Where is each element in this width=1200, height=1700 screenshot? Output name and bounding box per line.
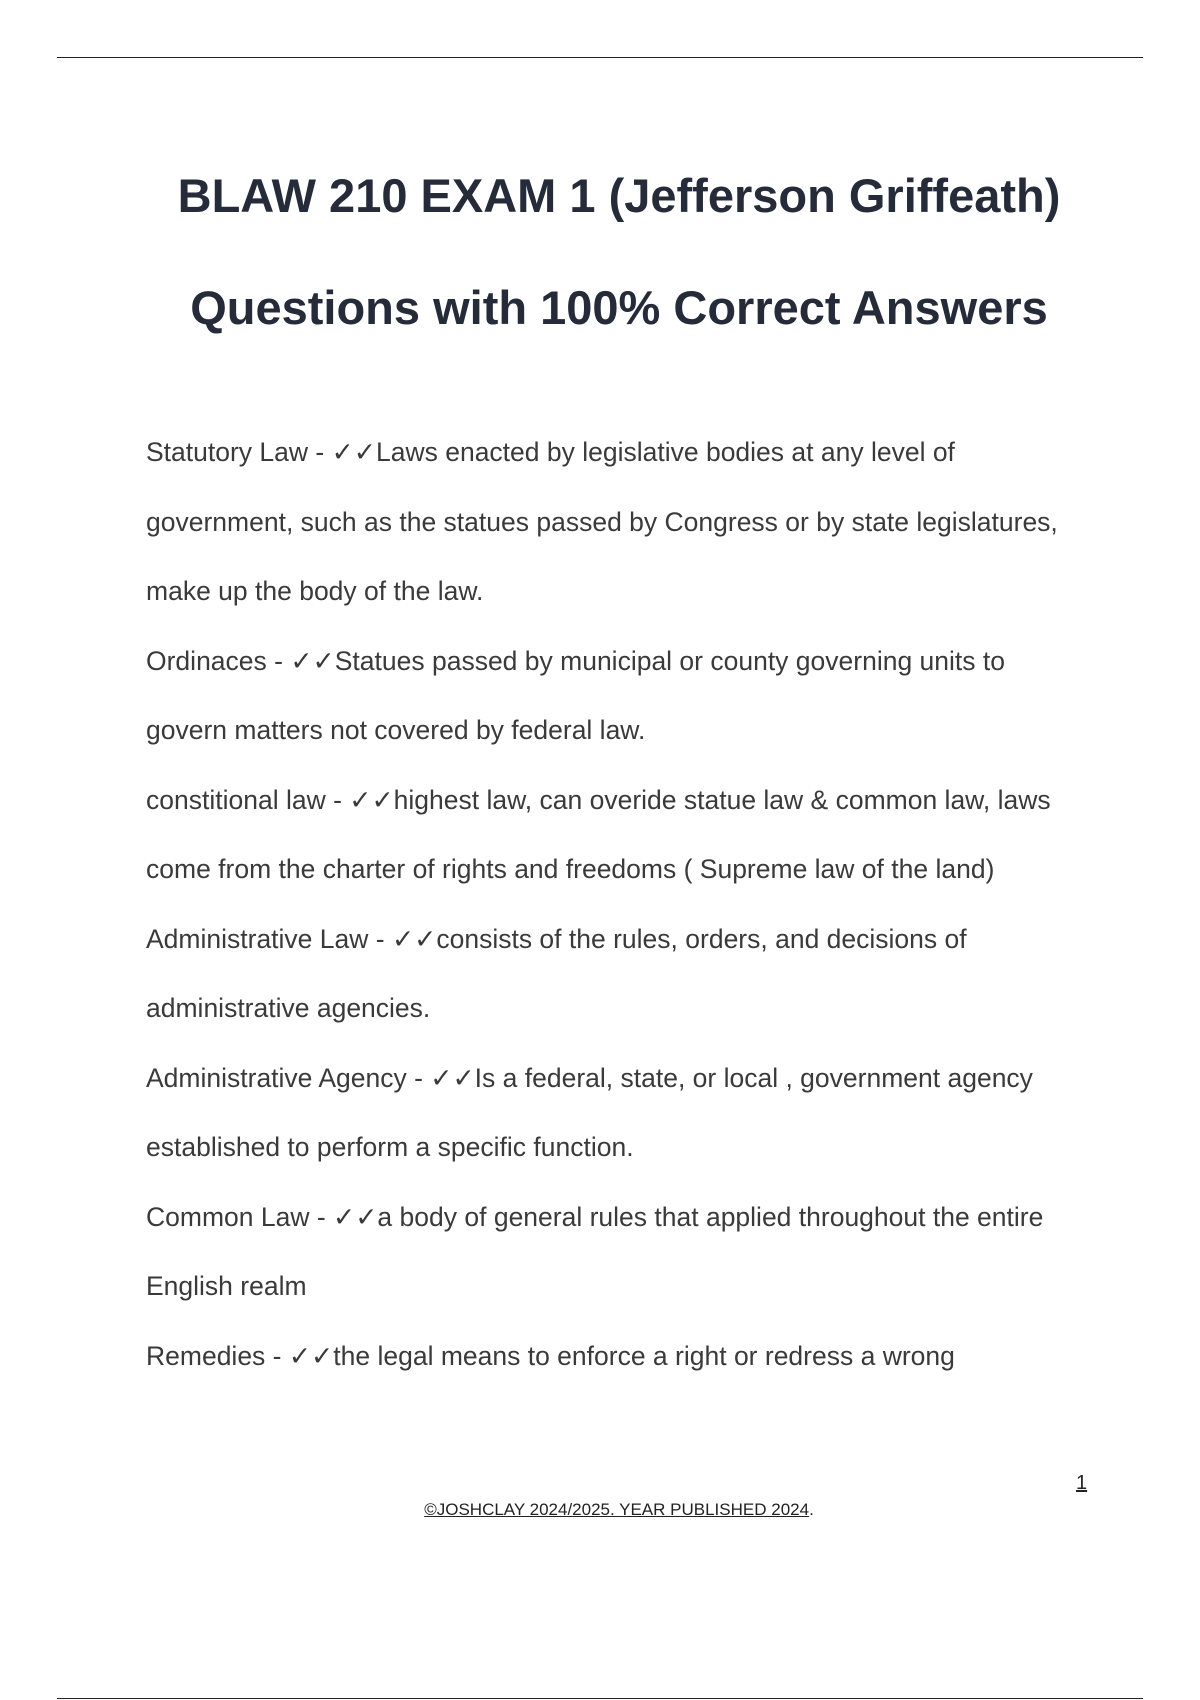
document-title <box>0 140 1200 364</box>
definition-administrative-agency: Administrative Agency - ✓✓Is a federal, state, or local , government agency established to perform a specific function. <box>146 1062 1033 1162</box>
definition-ordinances: Ordinaces - ✓✓Statues passed by municipal or county governing units to govern matters not covered by federal law. <box>146 645 1005 745</box>
footer-copyright: ©JOSHCLAY 2024/2025. YEAR PUBLISHED 2024 <box>424 1500 810 1519</box>
definition-remedies: Remedies - ✓✓the legal means to enforce a right or redress a wrong <box>146 1340 955 1371</box>
page-number: 1 <box>1076 1472 1088 1494</box>
definition-constitutional-law: constitional law - ✓✓highest law, can overide statue law & common law, laws come from the charter of rights and freedoms ( Supreme law of the land) <box>146 784 1051 884</box>
title-line-1: BLAW 210 EXAM 1 (Jefferson Griffeath) <box>177 169 1061 222</box>
footer-period: . <box>809 1500 814 1519</box>
definition-administrative-law: Administrative Law - ✓✓consists of the rules, orders, and decisions of administrative agencies. <box>146 923 967 1023</box>
top-rule <box>57 57 1143 58</box>
bottom-rule <box>57 1698 1143 1699</box>
title-line-2: Questions with 100% Correct Answers <box>190 281 1048 334</box>
footer <box>0 1500 1200 1520</box>
definition-common-law: Common Law - ✓✓a body of general rules that applied throughout the entire English realm <box>146 1201 1044 1301</box>
definition-statutory-law: Statutory Law - ✓✓Laws enacted by legislative bodies at any level of government, such as the statues passed by Congress or by state legislatures, make up the body of the law. <box>146 437 1058 606</box>
definition-list <box>146 418 1086 1391</box>
